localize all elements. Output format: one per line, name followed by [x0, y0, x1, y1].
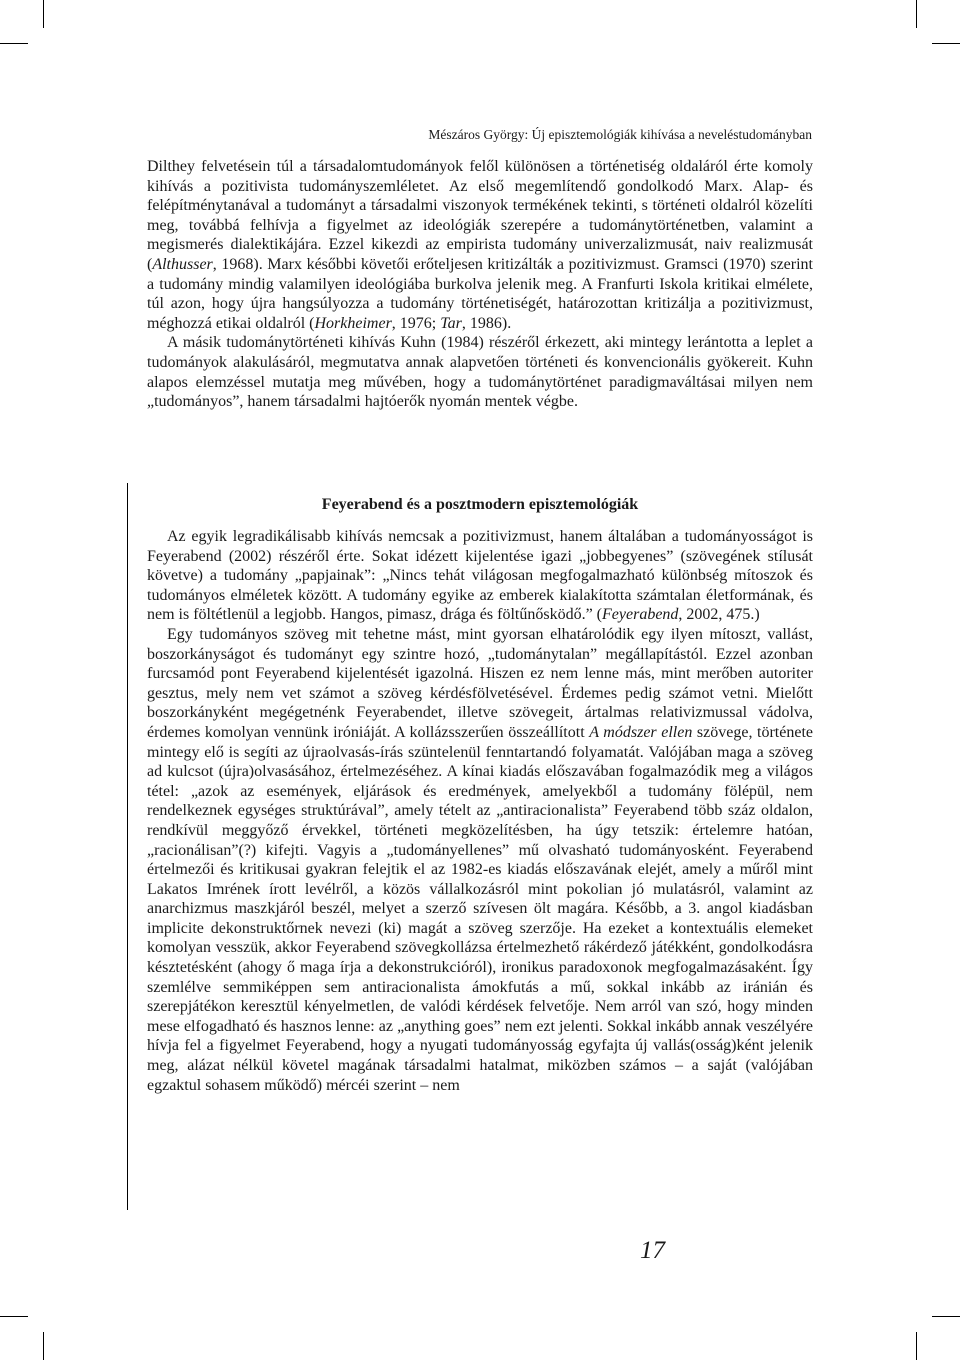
italic-text: Horkheimer — [314, 314, 392, 332]
crop-mark-top-right-horizontal — [932, 43, 960, 44]
text-run: szövege, története mintegy elő is segíti az újraolvasás-írás szüntelenül fenntartandó folyamatát. Valójában maga a szöveg ad kulcsot (újra)olvasásához, értelmezéséhez. A kínai kiadás előszavában fogalmazódik meg a világos tétel: „azok az események, eljárások és eredmények, amelyekből a tudomány fölépül, nem rendelkeznek egységes struktúrával”, amely tételt az „antiracionalista” Feyerabend több száz oldalon, rendkívül meggyőző érvekkel, történeti megközelítésben, ha úgy tetszik: értelemre hatóan, „racionálisan”(?) kifejti. Vagyis a „tudományellenes” mű olvasható tudományosként. Feyerabend értelmezői és kritikusai gyakran felejtik el az 1982-es kiadás előszavának elejét, amely a műről mint Lakatos Imrének írott levélről, a közös vállalkozásról mint pokolian jó mulatásról, valamint az anarchizmus maszkjáról beszél, melyet a szerző szívesen ölt magára. Később, a 3. angol kiadásban implicite dekonstruktőrnek nevezi (ki) magát a szöveg szerzője. Ha ezeket a kontextuális elemeket komolyan vesszük, akkor Feyerabend szövegkollázsa értelmezhető rákérdező játékként, gondolkodásra késztetésként (ahogy ő maga írja a dekonstrukcióról), ironikus paradoxonok megfogalmazásaként. Így szemlélve semmiképpen sem antiracionalista ámokfutás a mű, sokkal inkább az iránián és szerepjátékon keresztül kényelmetlen, de valódi kérdések felvetője. Nem arról van szó, hogy minden mese elfogadható és hasznos lenne: az „anything goes” nem ezt jelenti. Sokkal inkább annak veszélyére hívja fel a figyelmet Feyerabend, hogy a nyugati tudományosság egyfajta új vallás(osság)ként jelenik meg, alázat nélkül követel magának társadalmi hatalmat, miközben számos – a saját (valójában egzaktul sohasem működő) mércéi szerint – nem — [147, 723, 814, 1094]
body-text-after-heading — [147, 527, 813, 1095]
running-header: Mészáros György: Új episztemológiák kihívása a neveléstudományban — [428, 127, 812, 142]
crop-mark-top-left-horizontal — [0, 43, 28, 44]
crop-mark-top-left-vertical — [43, 0, 44, 28]
gutter-rule — [127, 483, 128, 1210]
paragraph — [147, 157, 813, 333]
italic-text: Althusser — [152, 255, 213, 273]
crop-mark-bottom-right-vertical — [916, 1332, 917, 1360]
text-run: Az egyik legradikálisabb kihívás nemcsak a pozitivizmust, hanem általában a tudományosságot is Feyerabend (2002) részéről érte. Sokat idézett kijelentése igazi „jobbegyenes” (szövegének stílusát követve) a tudomány „papjainak”: „Nincs tehát világosan megfogalmazható különbség mítoszok és tudományos elméletek között. A tudomány egyike az emberek kialakította számtalan életformának, és nem is föltétlenül a legjobb. Hangos, pimasz, drága és föltűnősködő.” ( — [147, 528, 813, 624]
text-run: , 1976; — [391, 314, 441, 332]
crop-mark-bottom-right-horizontal — [932, 1316, 960, 1317]
page-number: 17 — [640, 1237, 665, 1264]
crop-mark-bottom-left-vertical — [43, 1332, 44, 1360]
paragraph — [147, 527, 813, 625]
italic-text: A módszer ellen — [589, 723, 693, 741]
text-run: , 2002, 475.) — [678, 606, 760, 624]
text-run: , 1986). — [461, 314, 512, 332]
text-run: A másik tudománytörténeti kihívás Kuhn (1984) részéről érkezett, aki mintegy lerántotta a leplet a tudományok alakulásáról, megmutatva annak alapvetően történeti és konvencionális gyökereit. Kuhn alapos elemzéssel mutatja meg művében, hogy a tudománytörténet paradigmaváltásai milyen nem „tudományos”, hanem társadalmi hajtóerők nyomán mentek végbe. — [147, 334, 813, 411]
paragraph — [147, 625, 813, 1095]
text-run: Egy tudományos szöveg mit tehetne mást, mint gyorsan elhatárolódik egy ilyen mítoszt, vallást, boszorkányságot és tudományt egy szintre hozó, „tudománytalan” megállapítástól. Ezzel azonban furcsamód pont Feyerabend kijelentését igazolná. Hiszen ez nem lenne más, mint merőben autoriter gesztus, mely nem vet számot a szöveg kérdésfölvetésével. Érdemes pedig számot vetni. Mielőtt boszorkányként megégetnénk Feyerabendet, illetve szövegeit, ártalmas relativizmussal vádolva, érdemes komolyan vennünk iróniáját. A kollázsszerűen összeállított — [147, 625, 813, 741]
italic-text: Feyerabend — [602, 606, 679, 624]
crop-mark-top-right-vertical — [916, 0, 917, 28]
italic-text: Tar — [440, 314, 462, 332]
crop-mark-bottom-left-horizontal — [0, 1316, 28, 1317]
body-text-before-heading — [147, 157, 813, 412]
paragraph — [147, 333, 813, 411]
text-run: Dilthey felvetésein túl a társadalomtudományok felől különösen a történetiség oldaláról érte komoly kihívás a pozitivista tudományszemléletet. Az első megemlítendő gondolkodó Marx. Alap- és felépítménytanával a tudományt a társadalmi viszonyok termékének tekinti, s történeti oldalról közelíti meg, továbbá felhívja a figyelmet az ideológiák szerepére a tudománytörténetben, valamint a megismerés dialektikájára. Ezzel kikezdi az empirista tudomány univerzalizmusát, naiv realizmusát ( — [147, 158, 813, 273]
section-heading: Feyerabend és a posztmodern episztemológiák — [321, 496, 639, 513]
text-run: , 1968). Marx későbbi követői erőteljesen kritizálták a pozitivizmust. Gramsci (1970) szerint a tudomány mindig valamilyen ideológiába burkolva jelenik meg. A Franfurti Iskola kritikai elmélete, túl azon, hogy újra hangsúlyozza a tudomány történetiségét, határozottan kritizálja a pozitivizmust, méghozzá etikai oldalról ( — [147, 255, 813, 332]
